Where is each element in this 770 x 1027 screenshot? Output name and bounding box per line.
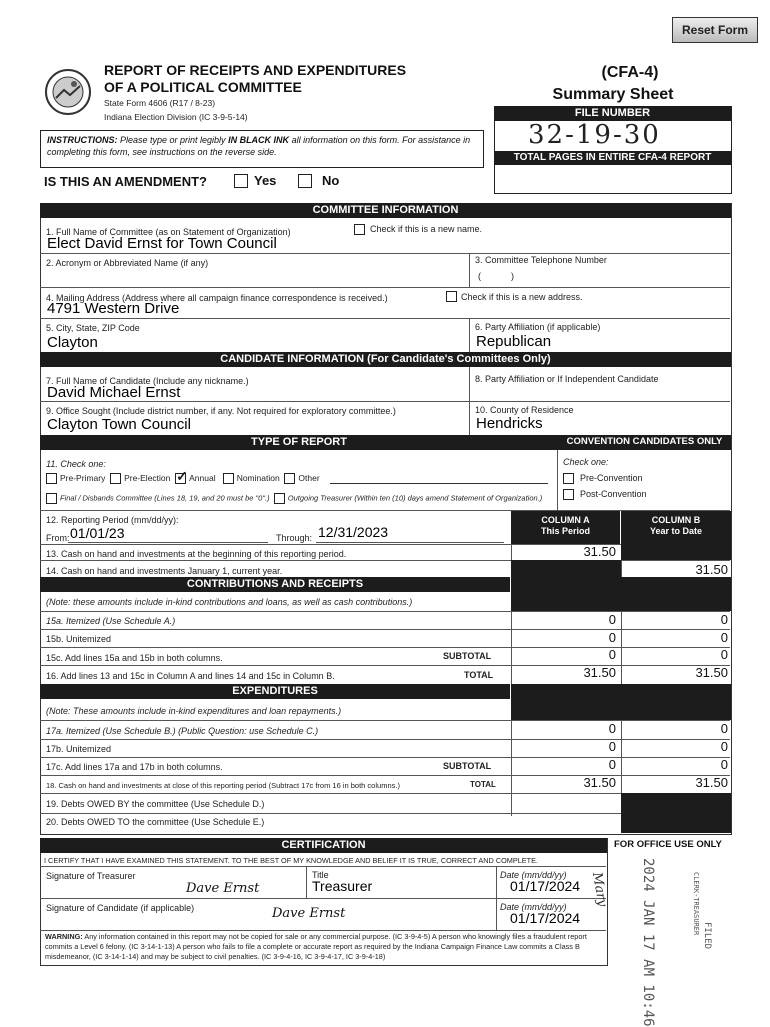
treasurer-signature[interactable]: Dave Ernst bbox=[186, 881, 260, 896]
new-name-checkbox[interactable] bbox=[354, 224, 365, 235]
candidate-signature[interactable]: Dave Ernst bbox=[272, 906, 346, 921]
amendment-question: IS THIS AN AMENDMENT? bbox=[44, 174, 207, 189]
line-17c-subtotal: SUBTOTAL bbox=[443, 761, 492, 771]
divider bbox=[469, 318, 470, 352]
from-date-field[interactable]: 01/01/23 bbox=[70, 525, 125, 541]
line-17c-col-a[interactable]: 0 bbox=[608, 757, 616, 772]
handwritten-initials: Mary bbox=[588, 871, 610, 908]
line-15b-label: 15b. Unitemized bbox=[46, 634, 112, 644]
column-b-line2: Year to Date bbox=[649, 526, 703, 536]
from-label: From: bbox=[46, 533, 70, 543]
final-disbands-checkbox[interactable] bbox=[46, 493, 57, 504]
divider bbox=[40, 866, 606, 867]
instructions-text-a: Please type or print legibly bbox=[117, 135, 229, 145]
nomination-checkbox[interactable] bbox=[223, 473, 234, 484]
line-15b-col-b[interactable]: 0 bbox=[720, 630, 728, 645]
date-2-field[interactable]: 01/17/2024 bbox=[510, 910, 581, 926]
line-17b-col-a[interactable]: 0 bbox=[608, 739, 616, 754]
amendment-no-checkbox[interactable] bbox=[298, 174, 312, 188]
line-15c-col-b[interactable]: 0 bbox=[720, 647, 728, 662]
post-convention-checkbox[interactable] bbox=[563, 489, 574, 500]
new-address-checkbox[interactable] bbox=[446, 291, 457, 302]
acronym-label: 2. Acronym or Abbreviated Name (if any) bbox=[46, 258, 209, 268]
amendment-no-label: No bbox=[322, 173, 340, 188]
convention-check-one: Check one: bbox=[563, 457, 609, 467]
total-pages-label: TOTAL PAGES IN ENTIRE CFA-4 REPORT bbox=[494, 151, 731, 165]
form-name: Summary Sheet bbox=[552, 86, 674, 103]
check-one-label: 11. Check one: bbox=[46, 459, 106, 469]
candidate-party-label: 8. Party Affiliation or If Independent Candidate bbox=[475, 374, 659, 384]
amendment-yes-label: Yes bbox=[254, 173, 277, 188]
divider bbox=[557, 450, 558, 510]
certification-statement: I CERTIFY THAT I HAVE EXAMINED THIS STATEMENT. TO THE BEST OF MY KNOWLEDGE AND BELIEF IT IS TRUE, CORRECT AND COMPLETE. bbox=[44, 856, 538, 865]
clerk-treasurer-stamp: CLERK-TREASURER bbox=[692, 872, 700, 936]
date-2-label: Date (mm/dd/yy) bbox=[500, 902, 567, 912]
report-type-options bbox=[46, 468, 320, 485]
column-a-line2: This Period bbox=[540, 526, 590, 536]
line-14-col-b[interactable]: 31.50 bbox=[695, 562, 728, 577]
line-17a-col-b[interactable]: 0 bbox=[720, 721, 728, 736]
committee-name-field[interactable]: Elect David Ernst for Town Council bbox=[47, 235, 277, 252]
candidate-signature-label: Signature of Candidate (if applicable) bbox=[46, 903, 195, 913]
annual-label: Annual bbox=[189, 473, 216, 483]
committee-info-header: COMMITTEE INFORMATION bbox=[40, 203, 731, 218]
through-date-field[interactable]: 12/31/2023 bbox=[318, 524, 389, 540]
reset-form-button[interactable]: Reset Form bbox=[672, 17, 758, 43]
divider bbox=[40, 898, 606, 899]
contributions-note: (Note: these amounts include in-kind contributions and loans, as well as cash contributions.) bbox=[46, 597, 413, 607]
other-label: Other bbox=[298, 473, 320, 483]
pre-convention-checkbox[interactable] bbox=[563, 473, 574, 484]
convention-header: CONVENTION CANDIDATES ONLY bbox=[558, 435, 731, 450]
candidate-info-header: CANDIDATE INFORMATION (For Candidate's Committees Only) bbox=[40, 352, 731, 367]
form-title bbox=[104, 62, 406, 96]
reporting-period-label: 12. Reporting Period (mm/dd/yy): bbox=[46, 515, 179, 525]
line-15a-col-b[interactable]: 0 bbox=[720, 612, 728, 627]
date-1-field[interactable]: 01/17/2024 bbox=[510, 878, 581, 894]
line-20-label: 20. Debts OWED TO the committee (Use Schedule E.) bbox=[46, 817, 265, 827]
state-seal-icon bbox=[44, 68, 92, 116]
line-18-total: TOTAL bbox=[470, 780, 496, 789]
amendment-yes-checkbox[interactable] bbox=[234, 174, 248, 188]
candidate-name-label: 7. Full Name of Candidate (Include any nickname.) bbox=[46, 376, 249, 386]
telephone-field[interactable]: ( ) bbox=[478, 271, 514, 281]
office-use-label: FOR OFFICE USE ONLY bbox=[614, 839, 722, 850]
line-17a-label: 17a. Itemized (Use Schedule B.) (Public Question: use Schedule C.) bbox=[46, 726, 319, 736]
contributions-header-shade bbox=[511, 577, 731, 611]
instructions-bold: IN BLACK INK bbox=[228, 135, 290, 145]
title-field[interactable]: Treasurer bbox=[312, 878, 373, 894]
line-13-label: 13. Cash on hand and investments at the beginning of this reporting period. bbox=[46, 549, 347, 559]
pre-election-label: Pre-Election bbox=[124, 473, 171, 483]
final-outgoing-options bbox=[46, 493, 542, 504]
line-18-col-a[interactable]: 31.50 bbox=[583, 775, 616, 790]
divider bbox=[40, 401, 730, 402]
annual-checkbox[interactable] bbox=[175, 468, 188, 485]
filed-stamp: FILED bbox=[702, 922, 712, 950]
mailing-address-label: 4. Mailing Address (Address where all campaign finance correspondence is received.) bbox=[46, 293, 388, 303]
post-convention-label: Post-Convention bbox=[580, 489, 647, 499]
line-17b-col-b[interactable]: 0 bbox=[720, 739, 728, 754]
title-label: Title bbox=[312, 870, 329, 880]
division-label: Indiana Election Division (IC 3-9-5-14) bbox=[104, 112, 248, 122]
office-sought-label: 9. Office Sought (Include district number, if any. Not required for exploratory committee.) bbox=[46, 406, 396, 416]
title-line-2: OF A POLITICAL COMMITTEE bbox=[104, 79, 302, 95]
other-input-line[interactable] bbox=[330, 483, 548, 484]
line-14-label: 14. Cash on hand and investments January 1, current year. bbox=[46, 566, 283, 576]
line-15a-label: 15a. Itemized (Use Schedule A.) bbox=[46, 616, 176, 626]
line-13-col-a[interactable]: 31.50 bbox=[583, 544, 616, 559]
line-19-20-col-b-shaded bbox=[621, 793, 731, 833]
warning-lead: WARNING: bbox=[45, 932, 83, 941]
warning-body: Any information contained in this report may not be copied for sale or any commercial purpose. (IC 3-9-4-5) A person who knowingly files a fraudulent report commits a Level 6 felony. (IC 3-14-1-13) A person who fails to file a complete or accurate report as required by the Indiana Campaign Finance Law commits a Class B misdemeanor, (IC 3-14-1-14) and may be subject to civil penalties. (IC 3-9-4-16, IC 3-9-4-17, IC 3-9-4-18) bbox=[45, 932, 587, 961]
expenditures-header: EXPENDITURES bbox=[40, 684, 510, 699]
line-15c-label: 15c. Add lines 15a and 15b in both columns. bbox=[46, 653, 223, 663]
line-16-col-b[interactable]: 31.50 bbox=[695, 665, 728, 680]
file-number-value[interactable]: 32-19-30 bbox=[528, 120, 661, 150]
office-sought-field[interactable]: Clayton Town Council bbox=[47, 416, 191, 433]
divider bbox=[40, 253, 730, 254]
final-disbands-label: Final / Disbands Committee (Lines 18, 19, and 20 must be "0".) bbox=[60, 493, 270, 503]
new-address-label: Check if this is a new address. bbox=[461, 292, 583, 302]
line-15b-col-a[interactable]: 0 bbox=[608, 630, 616, 645]
divider bbox=[306, 866, 307, 898]
pre-convention-label: Pre-Convention bbox=[580, 473, 643, 483]
received-date-stamp: 2024 JAN 17 AM 10:46 bbox=[640, 858, 656, 1027]
expenditures-note: (Note: These amounts include in-kind expenditures and loan repayments.) bbox=[46, 706, 342, 716]
candidate-name-field[interactable]: David Michael Ernst bbox=[47, 384, 181, 401]
line-17c-label: 17c. Add lines 17a and 17b in both columns. bbox=[46, 762, 223, 772]
city-state-zip-field[interactable]: Clayton bbox=[47, 334, 98, 351]
line-15a-col-a[interactable]: 0 bbox=[608, 612, 616, 627]
title-line-1: REPORT OF RECEIPTS AND EXPENDITURES bbox=[104, 62, 407, 78]
line-18-label: 18. Cash on hand and investments at close of this reporting period (Subtract 17c from 16 in both columns.) bbox=[46, 781, 400, 790]
party-affiliation-field[interactable]: Republican bbox=[476, 333, 552, 350]
divider bbox=[40, 287, 730, 288]
line-15c-col-a[interactable]: 0 bbox=[608, 647, 616, 662]
telephone-label: 3. Committee Telephone Number bbox=[475, 255, 607, 265]
mailing-address-field[interactable]: 4791 Western Drive bbox=[47, 300, 180, 317]
committee-name-label: 1. Full Name of Committee (as on Statement of Organization) bbox=[46, 227, 291, 237]
checkmark-icon: ✓ bbox=[176, 468, 188, 485]
line-17b-label: 17b. Unitemized bbox=[46, 744, 112, 754]
line-13-col-b-shaded bbox=[621, 544, 731, 560]
form-code: (CFA-4) bbox=[601, 64, 659, 81]
nomination-label: Nomination bbox=[236, 473, 280, 483]
line-16-label: 16. Add lines 13 and 15c in Column A and lines 14 and 15c in Column B. bbox=[46, 671, 335, 681]
instructions-box bbox=[40, 130, 484, 168]
date-1-label: Date (mm/dd/yy) bbox=[500, 870, 567, 880]
line-16-col-a[interactable]: 31.50 bbox=[583, 665, 616, 680]
other-checkbox[interactable] bbox=[284, 473, 295, 484]
pre-election-checkbox[interactable] bbox=[110, 473, 121, 484]
column-b-title bbox=[621, 515, 731, 537]
through-underline bbox=[316, 542, 504, 543]
line-19-label: 19. Debts OWED BY the committee (Use Schedule D.) bbox=[46, 799, 265, 809]
outgoing-treasurer-checkbox[interactable] bbox=[274, 493, 285, 504]
line-17c-col-b[interactable]: 0 bbox=[720, 757, 728, 772]
column-a-line1: COLUMN A bbox=[541, 515, 590, 525]
instructions-lead: INSTRUCTIONS: bbox=[47, 135, 118, 145]
divider bbox=[40, 813, 621, 814]
treasurer-signature-label: Signature of Treasurer bbox=[46, 871, 136, 881]
party-affiliation-label: 6. Party Affiliation (if applicable) bbox=[475, 322, 601, 332]
file-number-label: FILE NUMBER bbox=[494, 106, 731, 121]
line-14-col-a-shaded bbox=[511, 560, 621, 577]
pre-primary-checkbox[interactable] bbox=[46, 473, 57, 484]
column-a-title bbox=[511, 515, 620, 537]
line-18-col-b[interactable]: 31.50 bbox=[695, 775, 728, 790]
instructions-text-b: all information on this form. For assistance in completing this form, see instructions on the reverse side. bbox=[47, 135, 471, 157]
line-17a-col-a[interactable]: 0 bbox=[608, 721, 616, 736]
divider bbox=[40, 318, 730, 319]
column-b-line1: COLUMN B bbox=[651, 515, 701, 525]
report-type-header: TYPE OF REPORT bbox=[40, 435, 558, 450]
county-label: 10. County of Residence bbox=[475, 405, 574, 415]
certification-header: CERTIFICATION bbox=[40, 838, 607, 853]
from-underline bbox=[68, 542, 268, 543]
new-name-label: Check if this is a new name. bbox=[370, 224, 483, 234]
warning-text bbox=[45, 932, 603, 962]
line-16-total: TOTAL bbox=[464, 670, 494, 680]
divider bbox=[40, 930, 606, 931]
outgoing-treasurer-label: Outgoing Treasurer (Within ten (10) days amend Statement of Organization.) bbox=[287, 493, 543, 503]
pre-primary-label: Pre-Primary bbox=[60, 473, 106, 483]
through-label: Through: bbox=[276, 533, 313, 543]
county-field[interactable]: Hendricks bbox=[476, 415, 543, 432]
line-15c-subtotal: SUBTOTAL bbox=[443, 651, 492, 661]
divider bbox=[40, 560, 730, 561]
contributions-header: CONTRIBUTIONS AND RECEIPTS bbox=[40, 577, 510, 592]
divider bbox=[469, 253, 470, 287]
city-state-zip-label: 5. City, State, ZIP Code bbox=[46, 323, 140, 333]
state-form-number: State Form 4606 (R17 / 8-23) bbox=[104, 98, 216, 108]
expenditures-header-shade bbox=[511, 684, 731, 720]
